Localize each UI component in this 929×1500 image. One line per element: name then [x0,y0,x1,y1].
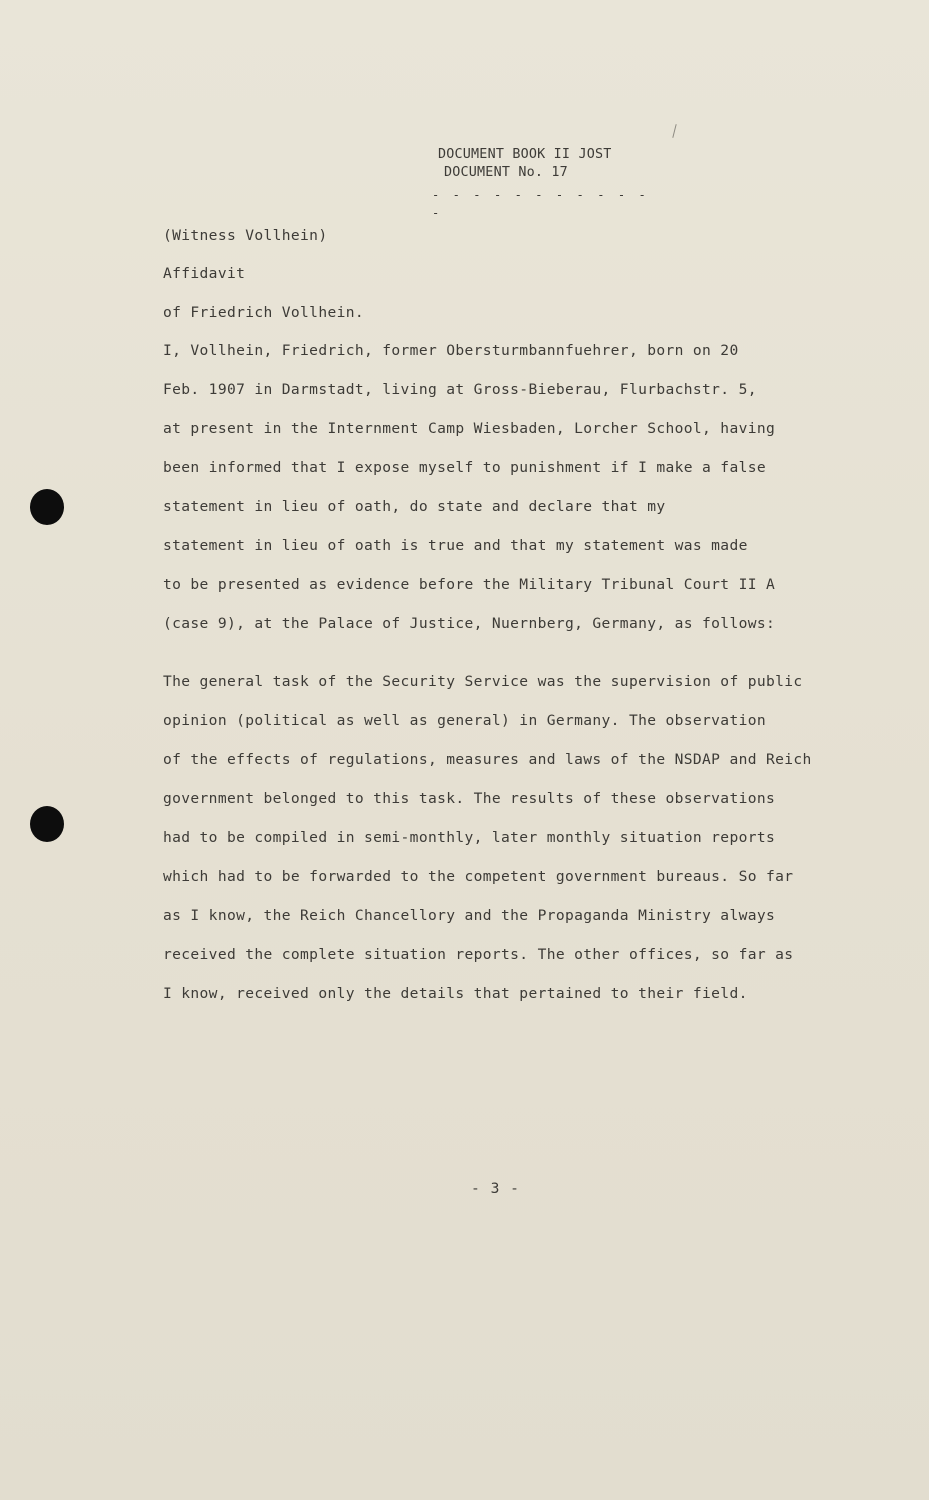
witness-label: (Witness Vollhein) [163,227,328,244]
text-line: as I know, the Reich Chancellory and the Propaganda Ministry always [163,907,776,924]
text-line: I, Vollhein, Friedrich, former Obersturmbannfuehrer, born on 20 [163,342,739,359]
pencil-mark [672,124,676,138]
header-rule: - - - - - - - - - - - - [432,188,649,220]
text-line: opinion (political as well as general) in Germany. The observation [163,712,766,729]
document-book-label: DOCUMENT BOOK II JOST [438,147,612,162]
text-line: statement in lieu of oath is true and that my statement was made [163,537,748,554]
text-line: received the complete situation reports. The other offices, so far as [163,946,794,963]
document-header [432,146,662,222]
text-line: which had to be forwarded to the competent government bureaus. So far [163,868,794,885]
text-line: at present in the Internment Camp Wiesbaden, Lorcher School, having [163,420,776,437]
document-number: DOCUMENT No. 17 [444,165,568,180]
text-line: (case 9), at the Palace of Justice, Nuernberg, Germany, as follows: [163,615,776,632]
affiant-name: of Friedrich Vollhein. [163,304,364,321]
text-line: government belonged to this task. The results of these observations [163,790,776,807]
page-number: - 3 - [471,1180,520,1197]
text-line: The general task of the Security Service was the supervision of public [163,673,803,690]
text-line: Feb. 1907 in Darmstadt, living at Gross-Bieberau, Flurbachstr. 5, [163,381,757,398]
text-line: to be presented as evidence before the Military Tribunal Court II A [163,576,776,593]
punch-hole-top [30,489,64,525]
punch-hole-bottom [30,806,64,842]
text-line: been informed that I expose myself to punishment if I make a false [163,459,766,476]
text-line: of the effects of regulations, measures and laws of the NSDAP and Reich [163,751,812,768]
affidavit-title: Affidavit [163,265,246,282]
text-line: statement in lieu of oath, do state and declare that my [163,498,666,515]
text-line: had to be compiled in semi-monthly, later monthly situation reports [163,829,776,846]
text-line: I know, received only the details that pertained to their field. [163,985,748,1002]
